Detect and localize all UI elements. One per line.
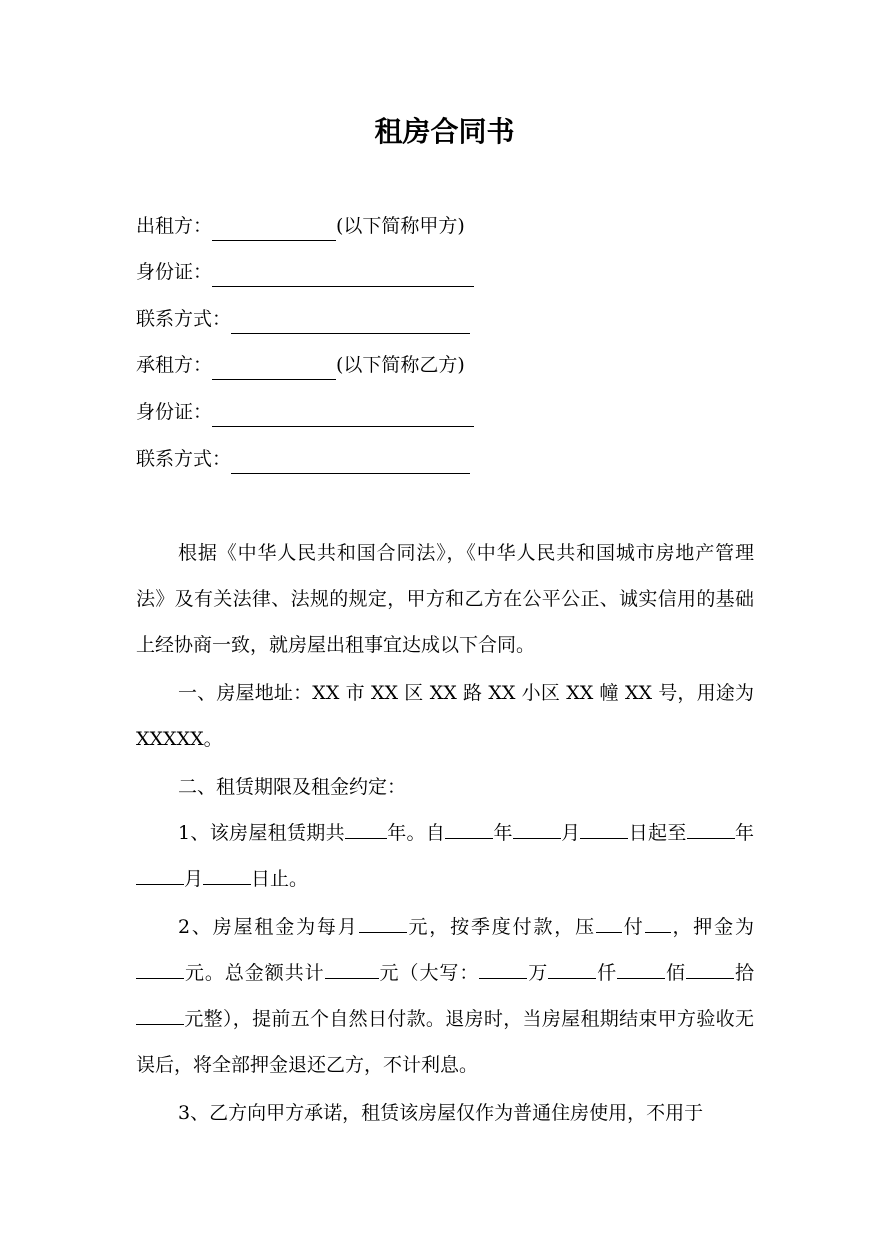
item-2-text-h: 仟 bbox=[596, 962, 618, 984]
clause-1-address: 一、房屋地址：XX 市 XX 区 XX 路 XX 小区 XX 幢 XX 号，用途为 XXXXX。 bbox=[136, 682, 754, 750]
item-2-text-c: 付 bbox=[621, 916, 645, 938]
blank bbox=[445, 816, 493, 839]
lessor-label: 出租方： bbox=[136, 215, 213, 237]
item-1-text-g: 月 bbox=[184, 868, 204, 890]
blank bbox=[686, 956, 734, 979]
item-2-text-b: 元，按季度付款，压 bbox=[406, 916, 596, 938]
blank bbox=[580, 816, 628, 839]
item-2-text-g: 万 bbox=[527, 962, 549, 984]
lessee-id-field bbox=[136, 397, 474, 427]
blank bbox=[513, 816, 561, 839]
lessee-label: 承租方： bbox=[136, 354, 213, 376]
lessee-id-blank bbox=[212, 404, 474, 427]
lessor-id-blank bbox=[212, 264, 474, 287]
blank bbox=[136, 862, 184, 885]
blank bbox=[687, 816, 735, 839]
item-1-text-b: 年。自 bbox=[386, 822, 446, 844]
lessee-field bbox=[136, 350, 465, 380]
blank bbox=[136, 956, 184, 979]
lessor-contact-label: 联系方式： bbox=[136, 308, 232, 330]
item-2-text-i: 佰 bbox=[665, 962, 687, 984]
lessee-suffix: (以下简称乙方) bbox=[336, 354, 465, 376]
item-1-text-f: 年 bbox=[734, 822, 754, 844]
item-1-text-h: 日止。 bbox=[251, 868, 309, 890]
blank bbox=[645, 910, 671, 933]
lessor-blank bbox=[212, 218, 336, 241]
clause-2-heading: 二、租赁期限及租金约定： bbox=[178, 776, 407, 798]
blank bbox=[325, 956, 379, 979]
item-2-text-f: 元（大写： bbox=[378, 962, 480, 984]
item-1-text-c: 年 bbox=[493, 822, 513, 844]
lessor-id-field bbox=[136, 257, 474, 287]
lessee-blank bbox=[212, 357, 336, 380]
lessee-id-label: 身份证： bbox=[136, 401, 213, 423]
item-1-text-d: 月 bbox=[560, 822, 581, 844]
blank bbox=[136, 1002, 184, 1025]
blank bbox=[345, 816, 387, 839]
lessor-contact-field bbox=[136, 304, 470, 334]
blank bbox=[359, 910, 407, 933]
lessor-contact-blank bbox=[231, 311, 470, 334]
blank bbox=[596, 910, 622, 933]
lessee-contact-label: 联系方式： bbox=[136, 448, 232, 470]
lessor-id-label: 身份证： bbox=[136, 261, 213, 283]
item-2-text-d: ，押金为 bbox=[670, 916, 754, 938]
intro-paragraph: 根据《中华人民共和国合同法》，《中华人民共和国城市房地产管理法》及有关法律、法规的规定，甲方和乙方在公平公正、诚实信用的基础上经协商一致，就房屋出租事宜达成以下合同。 bbox=[136, 542, 754, 656]
item-1-lease-term bbox=[136, 810, 754, 902]
document-title: 租房合同书 bbox=[374, 115, 515, 148]
item-3-usage: 3、乙方向甲方承诺，租赁该房屋仅作为普通住房使用，不用于 bbox=[178, 1102, 704, 1124]
lessor-field bbox=[136, 211, 465, 241]
item-1-text-a: 1、该房屋租赁期共 bbox=[178, 822, 345, 844]
item-2-rent bbox=[136, 904, 754, 1088]
item-1-text-e: 日起至 bbox=[628, 822, 687, 844]
item-2-text-a: 2、房屋租金为每月 bbox=[178, 916, 359, 938]
item-2-text-e: 元。总金额共计 bbox=[184, 962, 325, 984]
item-2-text-k: 元整），提前五个自然日付款。退房时，当房屋租期结束甲方验收无误后，将全部押金退还乙方，不计利息。 bbox=[136, 1008, 754, 1076]
blank bbox=[203, 862, 251, 885]
blank bbox=[617, 956, 665, 979]
lessee-contact-field bbox=[136, 444, 470, 474]
blank bbox=[548, 956, 596, 979]
blank bbox=[479, 956, 527, 979]
item-2-text-j: 拾 bbox=[734, 962, 754, 984]
lessee-contact-blank bbox=[231, 451, 470, 474]
lessor-suffix: (以下简称甲方) bbox=[336, 215, 465, 237]
